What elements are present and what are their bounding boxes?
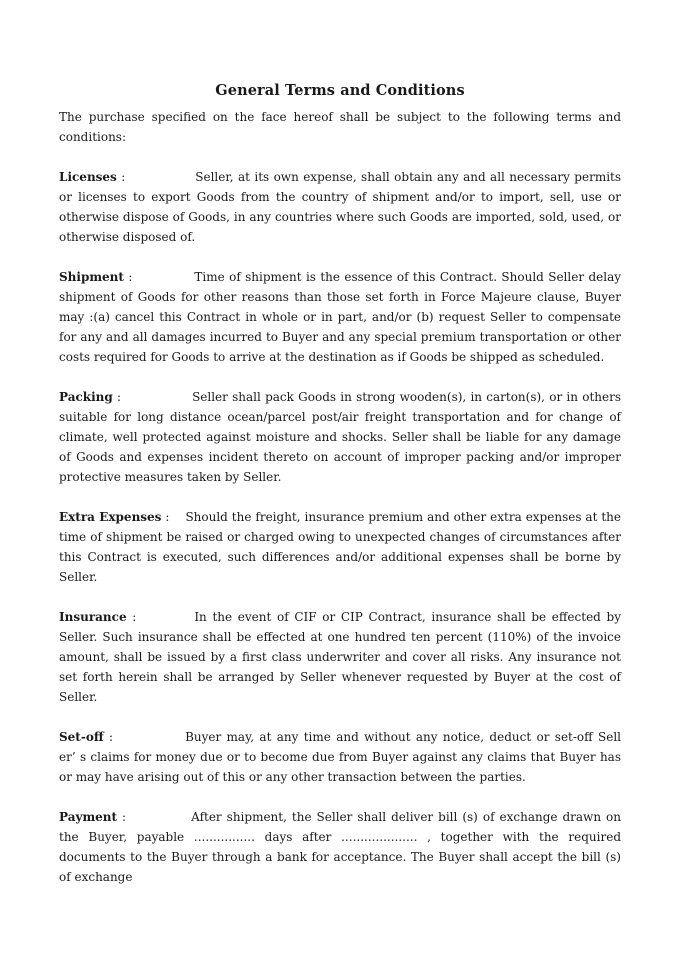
section-colon: : [161, 510, 170, 524]
section-shipment [59, 267, 621, 367]
section-text-shipment: Time of shipment is the essence of this Contract. Should Seller delay shipment of Goods for other reasons than those set forth in Force Majeure clause, Buyer may :(a) cancel this Contract in whole or in part, and/or (b) request Seller to compensate for any and all damages incurred to Buyer and any special premium transportation or other costs required for Goods to arrive at the destination as if Goods be shipped as scheduled. [59, 270, 621, 364]
section-colon: : [112, 390, 122, 404]
section-colon: : [126, 610, 137, 624]
section-colon: : [123, 270, 133, 284]
section-heading-extra-expenses: Extra Expenses [59, 510, 162, 524]
section-heading-payment: Payment [59, 810, 118, 824]
section-colon: : [117, 810, 127, 824]
section-colon: : [116, 170, 126, 184]
section-heading-insurance: Insurance [59, 610, 127, 624]
section-packing [59, 387, 621, 487]
section-colon: : [103, 730, 114, 744]
section-text-insurance: In the event of CIF or CIP Contract, insurance shall be effected by Seller. Such insurance shall be effected at one hundred ten percent (110%) of the invoice amount, shall be issued by a first class underwriter and cover all risks. Any insurance not set forth herein shall be arranged by Seller whenever requested by Buyer at the cost of Seller. [59, 610, 621, 704]
section-insurance [59, 607, 621, 707]
section-text-packing: Seller shall pack Goods in strong wooden(s), in carton(s), or in others suitable for long distance ocean/parcel post/air freight transportation and for change of climate, well protected against moisture and shocks. Seller shall be liable for any damage of Goods and expenses incident thereto on account of improper packing and/or improper protective measures taken by Seller. [59, 390, 621, 484]
section-heading-licenses: Licenses [59, 170, 117, 184]
section-text-set-off: Buyer may, at any time and without any notice, deduct or set-off Sell er’ s claims for money due or to become due from Buyer against any claims that Buyer has or may have arising out of this or any other transaction between the parties. [59, 730, 621, 784]
section-payment [59, 807, 621, 887]
section-text-extra-expenses: Should the freight, insurance premium and other extra expenses at the time of shipment be raised or charged owing to unexpected changes of circumstances after this Contract is executed, such differences and/or additional expenses shall be borne by Seller. [59, 510, 621, 584]
section-heading-packing: Packing [59, 390, 113, 404]
document-title: General Terms and Conditions [215, 82, 465, 99]
section-heading-shipment: Shipment [59, 270, 124, 284]
section-heading-set-off: Set-off [59, 730, 104, 744]
document-body [59, 107, 621, 907]
section-text-payment: After shipment, the Seller shall deliver bill (s) of exchange drawn on the Buyer, payable ................ days after .................... , together with the required documents to the Buyer through a bank for acceptance. The Buyer shall accept the bill (s) of exchange [59, 810, 621, 884]
section-licenses [59, 167, 621, 247]
intro-paragraph: The purchase specified on the face hereof shall be subject to the following terms and conditions: [59, 110, 621, 144]
section-set-off [59, 727, 621, 787]
section-extra-expenses [59, 507, 621, 587]
section-text-licenses: Seller, at its own expense, shall obtain any and all necessary permits or licenses to export Goods from the country of shipment and/or to import, sell, use or otherwise dispose of Goods, in any countries where such Goods are imported, sold, used, or otherwise disposed of. [59, 170, 622, 244]
